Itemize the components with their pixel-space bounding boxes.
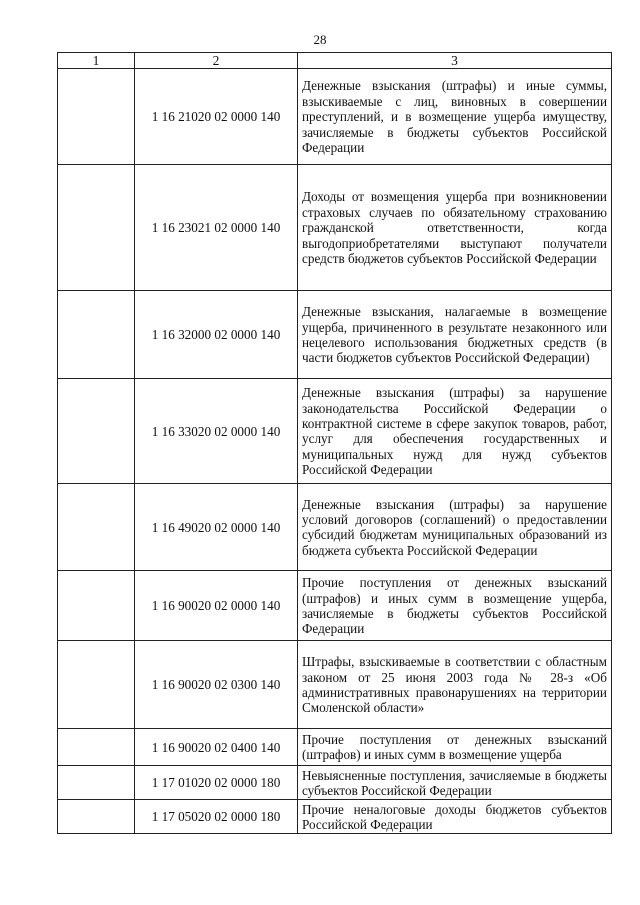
table-row — [58, 641, 612, 729]
empty-cell — [58, 165, 135, 291]
empty-cell — [58, 291, 135, 379]
revenue-description: Денежные взыскания, налагаемые в возмещение ущерба, причиненного в результате незаконного или нецелевого использования бюджетных средств (в части бюджетов субъектов Российской Федерации) — [298, 291, 612, 379]
revenue-description: Прочие поступления от денежных взысканий (штрафов) и иных сумм в возмещение ущерба — [298, 729, 612, 766]
revenue-description: Доходы от возмещения ущерба при возникновении страховых случаев по обязательному страхованию гражданской ответственности, когда выгодоприобретателями выступают получатели средств бюджетов субъектов Российской Федерации — [298, 165, 612, 291]
empty-cell — [58, 641, 135, 729]
table-row — [58, 69, 612, 165]
table-row — [58, 766, 612, 800]
empty-cell — [58, 379, 135, 484]
revenue-description: Денежные взыскания (штрафы) за нарушение условий договоров (соглашений) о предоставлении субсидий бюджетам муниципальных образований из бюджета субъекта Российской Федерации — [298, 484, 612, 571]
empty-cell — [58, 69, 135, 165]
budget-code: 1 16 33020 02 0000 140 — [135, 379, 298, 484]
page-number: 28 — [313, 32, 327, 47]
budget-code: 1 16 90020 02 0400 140 — [135, 729, 298, 766]
table-row — [58, 729, 612, 766]
table-row — [58, 800, 612, 834]
revenue-description: Невыясненные поступления, зачисляемые в бюджеты субъектов Российской Федерации — [298, 766, 612, 800]
budget-code: 1 17 01020 02 0000 180 — [135, 766, 298, 800]
revenue-description: Денежные взыскания (штрафы) за нарушение законодательства Российской Федерации о контрактной системе в сфере закупок товаров, работ, услуг для обеспечения государственных и муниципальных нужд для нужд субъектов Российской Федерации — [298, 379, 612, 484]
empty-cell — [58, 766, 135, 800]
budget-code: 1 16 90020 02 0300 140 — [135, 641, 298, 729]
column-header-2: 2 — [135, 53, 298, 69]
revenue-description: Денежные взыскания (штрафы) и иные суммы, взыскиваемые с лиц, виновных в совершении преступлений, и в возмещение ущерба имуществу, зачисляемые в бюджеты субъектов Российской Федерации — [298, 69, 612, 165]
budget-code: 1 17 05020 02 0000 180 — [135, 800, 298, 834]
table-row — [58, 379, 612, 484]
empty-cell — [58, 729, 135, 766]
empty-cell — [58, 484, 135, 571]
budget-code: 1 16 21020 02 0000 140 — [135, 69, 298, 165]
budget-code: 1 16 32000 02 0000 140 — [135, 291, 298, 379]
empty-cell — [58, 571, 135, 641]
table-row — [58, 165, 612, 291]
table-row — [58, 484, 612, 571]
table-row — [58, 291, 612, 379]
budget-code: 1 16 23021 02 0000 140 — [135, 165, 298, 291]
revenue-description: Прочие неналоговые доходы бюджетов субъектов Российской Федерации — [298, 800, 612, 834]
budget-code: 1 16 90020 02 0000 140 — [135, 571, 298, 641]
budget-code: 1 16 49020 02 0000 140 — [135, 484, 298, 571]
table-header-row — [58, 53, 612, 69]
revenue-codes-table — [57, 52, 612, 834]
revenue-description: Прочие поступления от денежных взысканий (штрафов) и иных сумм в возмещение ущерба, зачисляемые в бюджеты субъектов Российской Федерации — [298, 571, 612, 641]
empty-cell — [58, 800, 135, 834]
revenue-description: Штрафы, взыскиваемые в соответствии с областным законом от 25 июня 2003 года № 28-з «Об административных правонарушениях на территории Смоленской области» — [298, 641, 612, 729]
column-header-1: 1 — [58, 53, 135, 69]
table-row — [58, 571, 612, 641]
column-header-3: 3 — [298, 53, 612, 69]
